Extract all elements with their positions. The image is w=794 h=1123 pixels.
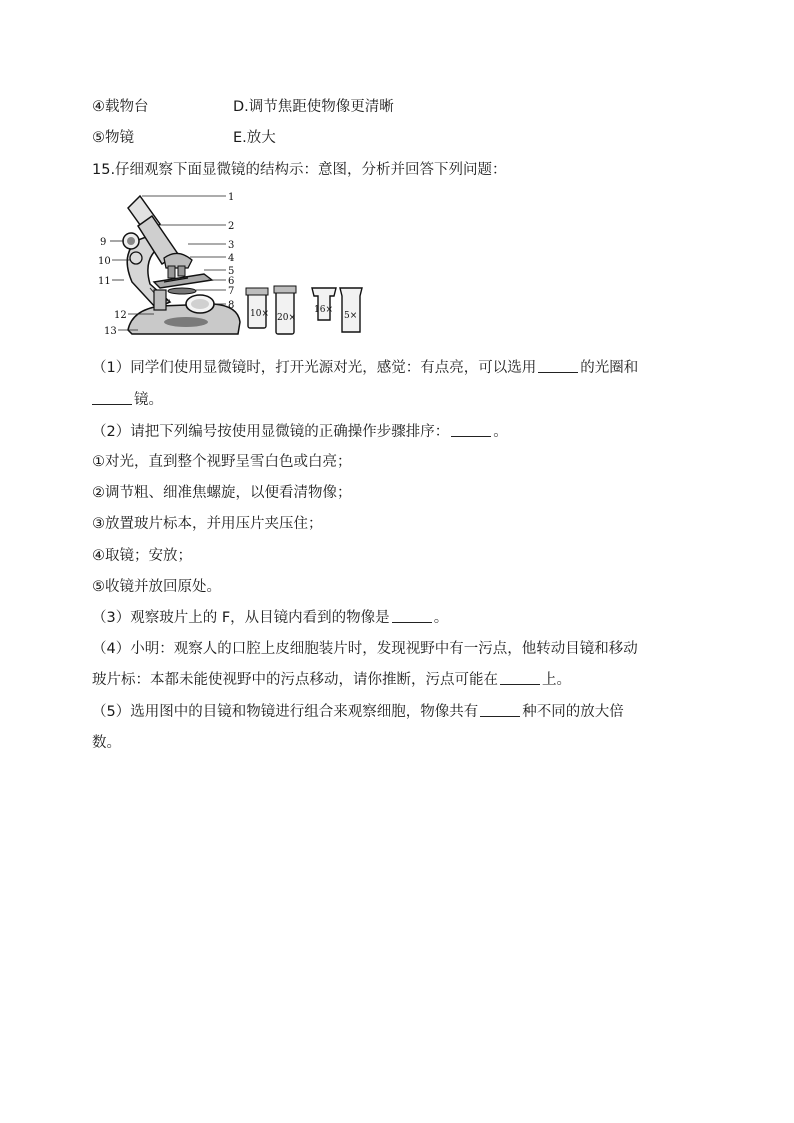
q1-text-c: 镜。 bbox=[134, 392, 163, 408]
lens-label-5x: 5× bbox=[344, 311, 358, 321]
label-12: 12 bbox=[114, 310, 127, 321]
eyepiece-lens-5x bbox=[340, 288, 362, 332]
sub-question-1-cont bbox=[92, 390, 163, 410]
match-row-5-right: E.放大 bbox=[233, 130, 276, 146]
sub-question-5 bbox=[92, 702, 624, 722]
question-15-title: 15.仔细观察下面显微镜的结构示：意图，分析并回答下列问题： bbox=[92, 162, 507, 178]
lens-label-10x: 10× bbox=[250, 309, 269, 319]
label-11: 11 bbox=[98, 276, 111, 287]
pillar bbox=[154, 290, 166, 310]
sub-question-4: （4）小明：观察人的口腔上皮细胞装片时，发现视野中有一污点，他转动目镜和移动 bbox=[92, 641, 638, 657]
sub-question-5-cont: 数。 bbox=[92, 735, 121, 751]
answer-blank-5[interactable] bbox=[500, 670, 540, 685]
answer-blank-4[interactable] bbox=[392, 608, 432, 623]
label-6: 6 bbox=[228, 276, 235, 287]
objective-lens bbox=[168, 266, 175, 278]
step-4: ④取镜；安放； bbox=[92, 548, 192, 564]
answer-blank-6[interactable] bbox=[480, 702, 520, 717]
fine-focus-knob bbox=[130, 252, 142, 264]
label-5: 5 bbox=[228, 266, 235, 277]
answer-blank-2[interactable] bbox=[92, 390, 132, 405]
microscope-figure bbox=[98, 184, 370, 342]
q3-text-a: （3）观察玻片上的 F，从目镜内看到的物像是 bbox=[92, 610, 390, 626]
q2-text-b: 。 bbox=[493, 424, 508, 440]
q4-text-b: 玻片标：本都未能使视野中的污点移动，请你推断，污点可能在 bbox=[92, 672, 498, 688]
match-row-4-right: D.调节焦距使物像更清晰 bbox=[233, 99, 394, 115]
match-row-5-left: ⑤物镜 bbox=[92, 130, 134, 146]
label-8: 8 bbox=[228, 300, 235, 311]
answer-blank-1[interactable] bbox=[538, 358, 578, 373]
label-3: 3 bbox=[228, 240, 235, 251]
step-2: ②调节粗、细准焦螺旋，以便看清物像； bbox=[92, 485, 352, 501]
label-10: 10 bbox=[98, 256, 111, 267]
answer-blank-3[interactable] bbox=[451, 422, 491, 437]
sub-question-2 bbox=[92, 422, 508, 442]
sub-question-3 bbox=[92, 608, 448, 628]
match-row-4-left: ④载物台 bbox=[92, 99, 149, 115]
step-1: ①对光，直到整个视野呈雪白色或白亮； bbox=[92, 454, 352, 470]
q1-text-a: （1）同学们使用显微镜时，打开光源对光，感觉：有点亮，可以选用 bbox=[92, 360, 537, 376]
base-shadow bbox=[164, 317, 208, 327]
eyepiece-lens-16x bbox=[312, 288, 336, 320]
q3-text-b: 。 bbox=[433, 610, 449, 626]
diaphragm bbox=[168, 288, 196, 294]
q1-text-b: 的光圈和 bbox=[580, 360, 639, 376]
step-3: ③放置玻片标本，并用压片夹压住； bbox=[92, 516, 323, 532]
label-2: 2 bbox=[228, 221, 235, 232]
objective-lens bbox=[178, 266, 185, 276]
sub-question-1 bbox=[92, 358, 638, 378]
step-5: ⑤收镜并放回原处。 bbox=[92, 579, 221, 595]
label-9: 9 bbox=[100, 237, 107, 248]
label-13: 13 bbox=[104, 326, 117, 337]
label-1: 1 bbox=[228, 192, 235, 203]
objective-lens-20x bbox=[274, 286, 296, 334]
label-4: 4 bbox=[228, 253, 235, 264]
sub-question-4-cont bbox=[92, 670, 571, 690]
q2-text-a: （2）请把下列编号按使用显微镜的正确操作步骤排序： bbox=[92, 424, 450, 440]
q5-text-a: （5）选用图中的目镜和物镜进行组合来观察细胞，物像共有 bbox=[92, 704, 479, 720]
q5-text-b: 种不同的放大倍 bbox=[522, 704, 624, 720]
label-7: 7 bbox=[228, 286, 235, 297]
lens-label-16x: 16× bbox=[314, 305, 333, 315]
objective-lens-10x bbox=[246, 288, 269, 328]
lens-label-20x: 20× bbox=[277, 313, 296, 323]
q4-text-c: 上。 bbox=[542, 672, 571, 688]
